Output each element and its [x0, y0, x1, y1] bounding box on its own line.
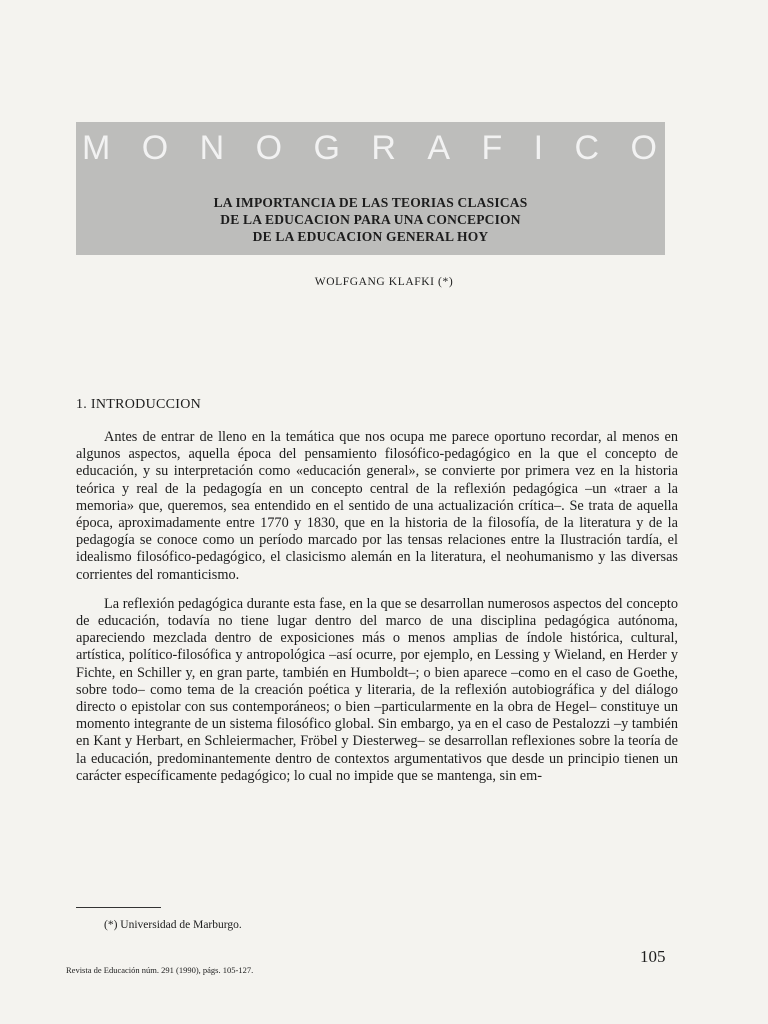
heading-letter: R — [371, 129, 396, 167]
body-text — [76, 429, 678, 797]
heading-letter: M — [82, 129, 111, 167]
heading-letter: F — [481, 129, 503, 167]
heading-letter: G — [313, 129, 340, 167]
heading-letter: O — [630, 129, 657, 167]
footnote-rule — [76, 907, 161, 908]
page-number: 105 — [640, 947, 666, 966]
heading-letter: I — [533, 129, 544, 167]
article-title — [76, 194, 665, 245]
journal-citation: Revista de Educación núm. 291 (1990), págs. 105-127. — [66, 965, 254, 975]
title-line: DE LA EDUCACION GENERAL HOY — [252, 229, 489, 244]
footnote: (*) Universidad de Marburgo. — [104, 919, 242, 931]
author-name: WOLFGANG KLAFKI (*) — [314, 276, 454, 288]
heading-letter: C — [574, 129, 600, 167]
heading-letter: O — [141, 129, 169, 167]
monografico-header-band — [76, 122, 665, 255]
title-line: LA IMPORTANCIA DE LAS TEORIAS CLASICAS — [213, 195, 528, 210]
paragraph: Antes de entrar de lleno en la temática que nos ocupa me parece oportuno recordar, al menos en algunos aspectos, aquella época del pensamiento filosófico-pedagógico en la que el concepto de educación, y su interpretación como «educación general», se convierte por primera vez en la historia teórica y real de la pedagogía en un concepto central de la reflexión pedagógica –un «traer a la memoria» que, queremos, sea entendido en el sentido de una actualización crítica–. Se trata de aquella época, aproximadamente entre 1770 y 1830, que en la historia de la filosofía, de la literatura y de la pedagogía se conoce como un período marcado por las tensas relaciones entre la Ilustración tardía, el idealismo filosófico-pedagógico, el clasicismo alemán en la literatura, el neohumanismo y las diversas corrientes del romanticismo. — [76, 429, 678, 583]
heading-letter: N — [199, 129, 225, 167]
section-heading: 1. INTRODUCCION — [76, 397, 202, 412]
title-line: DE LA EDUCACION PARA UNA CONCEPCION — [220, 212, 521, 227]
heading-letter: O — [255, 129, 283, 167]
monografico-heading — [76, 128, 665, 168]
paragraph: La reflexión pedagógica durante esta fase, en la que se desarrollan numerosos aspectos del concepto de educación, todavía no tiene lugar dentro del marco de una disciplina pedagógica autónoma, apareciendo mezclada dentro de exposiciones más o menos amplias de índole histórica, cultural, artística, político-filosófica y antropológica –así ocurre, por ejemplo, en Lessing y Wieland, en Herder y Fichte, en Schiller y, en gran parte, también en Humboldt–; o bien aparece –como en el caso de Goethe, sobre todo– como tema de la creación poética y literaria, de la reflexión autobiográfica y del diálogo directo o epistolar con sus contemporáneos; o bien –particularmente en la obra de Hegel– constituye un momento integrante de un sistema filosófico global. Sin embargo, ya en el caso de Pestalozzi –y también en Kant y Herbart, en Schleiermacher, Fröbel y Diesterweg– se desarrollan reflexiones sobre la teoría de la educación, predominantemente dentro de contextos argumentativos que desde un principio tienen un carácter específicamente pedagógico; lo cual no impide que se mantenga, sin em- — [76, 595, 678, 784]
heading-letter: A — [427, 129, 451, 167]
